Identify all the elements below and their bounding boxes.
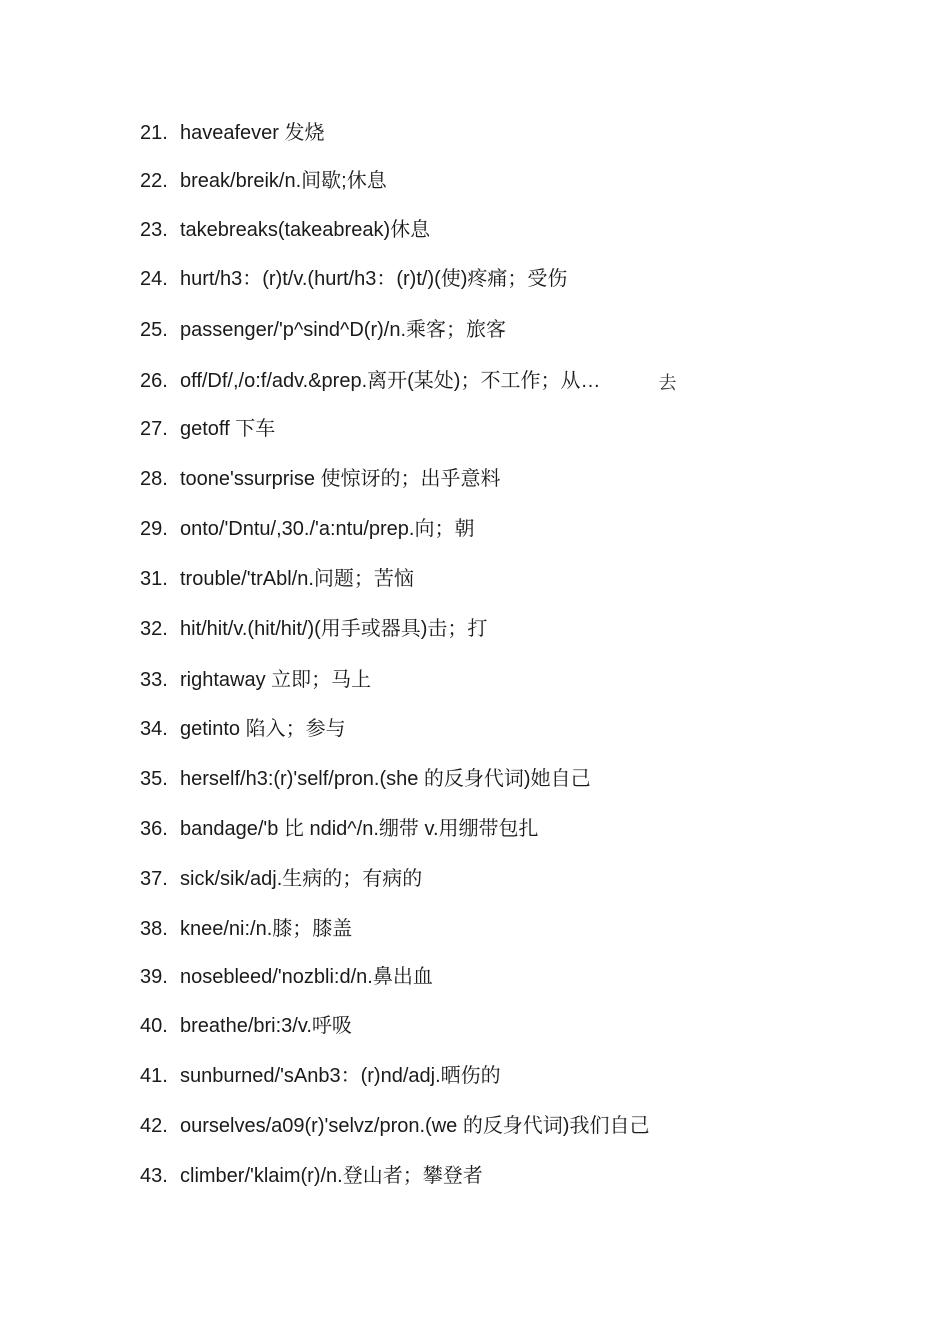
entry-text: ourselves/a09(r)'selvz/pron.(we 的反身代词)我们自己 [180, 1115, 650, 1137]
vocab-entry [140, 166, 387, 196]
vocab-entry [140, 864, 422, 894]
entry-number: 29. [140, 518, 168, 540]
entry-text: takebreaks(takeabreak)休息 [180, 219, 431, 241]
entry-number: 28. [140, 468, 168, 490]
entry-text: trouble/'trAbl/n.问题；苦恼 [180, 568, 414, 590]
entry-text: climber/'klaim(r)/n.登山者；攀登者 [180, 1165, 483, 1187]
vocab-entry [140, 366, 676, 396]
entry-text: nosebleed/'nozbli:d/n.鼻出血 [180, 966, 433, 988]
entry-number: 38. [140, 918, 168, 940]
vocab-entry [140, 464, 501, 494]
entry-text: getinto 陷入；参与 [180, 718, 346, 740]
entry-number: 31. [140, 568, 168, 590]
entry-text: getoff 下车 [180, 418, 276, 440]
vocab-entry [140, 1061, 501, 1091]
vocab-entry [140, 764, 591, 794]
entry-number: 43. [140, 1165, 168, 1187]
vocab-entry [140, 1161, 483, 1191]
entry-text: passenger/'p^sind^D(r)/n.乘客；旅客 [180, 319, 507, 341]
entry-number: 36. [140, 818, 168, 840]
entry-text: sunburned/'sAnb3：(r)nd/adj.晒伤的 [180, 1065, 501, 1087]
entry-number: 41. [140, 1065, 168, 1087]
entry-text: onto/'Dntu/,30./'a:ntu/prep.向；朝 [180, 518, 475, 540]
entry-text: haveafever 发烧 [180, 122, 325, 144]
entry-number: 40. [140, 1015, 168, 1037]
entry-text: knee/ni:/n.膝；膝盖 [180, 918, 353, 940]
entry-number: 22. [140, 170, 168, 192]
entry-number: 33. [140, 669, 168, 691]
entry-number: 34. [140, 718, 168, 740]
entry-tail-text: 去 [658, 373, 677, 393]
entry-number: 25. [140, 319, 168, 341]
entry-number: 24. [140, 268, 168, 290]
entry-text: hit/hit/v.(hit/hit/)(用手或器具)击；打 [180, 618, 488, 640]
entry-number: 42. [140, 1115, 168, 1137]
vocab-entry [140, 315, 506, 345]
entry-text: toone'ssurprise 使惊讶的；出乎意料 [180, 468, 501, 490]
vocab-entry [140, 215, 430, 245]
entry-text: breathe/bri:3/v.呼吸 [180, 1015, 352, 1037]
vocab-entry [140, 714, 346, 744]
entry-number: 39. [140, 966, 168, 988]
vocab-entry [140, 1111, 649, 1141]
vocab-entry [140, 414, 275, 444]
entry-text: sick/sik/adj.生病的；有病的 [180, 868, 423, 890]
vocab-entry [140, 264, 567, 294]
entry-number: 27. [140, 418, 168, 440]
entry-number: 23. [140, 219, 168, 241]
entry-text: bandage/'b 比 ndid^/n.绷带 v.用绷带包扎 [180, 818, 539, 840]
vocab-entry [140, 962, 433, 992]
vocab-entry [140, 1011, 352, 1041]
entry-text: hurt/h3：(r)t/v.(hurt/h3：(r)t/)(使)疼痛；受伤 [180, 268, 568, 290]
vocab-entry [140, 118, 325, 148]
vocab-entry [140, 814, 539, 844]
entry-text: break/breik/n.间歇;休息 [180, 170, 387, 192]
entry-number: 21. [140, 122, 168, 144]
entry-number: 37. [140, 868, 168, 890]
vocab-entry [140, 514, 474, 544]
entry-text: rightaway 立即；马上 [180, 669, 372, 691]
entry-number: 35. [140, 768, 168, 790]
entry-text: herself/h3:(r)'self/pron.(she 的反身代词)她自己 [180, 768, 591, 790]
vocab-entry [140, 564, 414, 594]
vocab-entry [140, 614, 487, 644]
entry-text: off/Df/,/o:f/adv.&prep.离开(某处)；不工作；从… [180, 370, 601, 392]
entry-number: 26. [140, 370, 168, 392]
entry-number: 32. [140, 618, 168, 640]
vocab-entry [140, 914, 352, 944]
vocab-entry [140, 665, 371, 695]
